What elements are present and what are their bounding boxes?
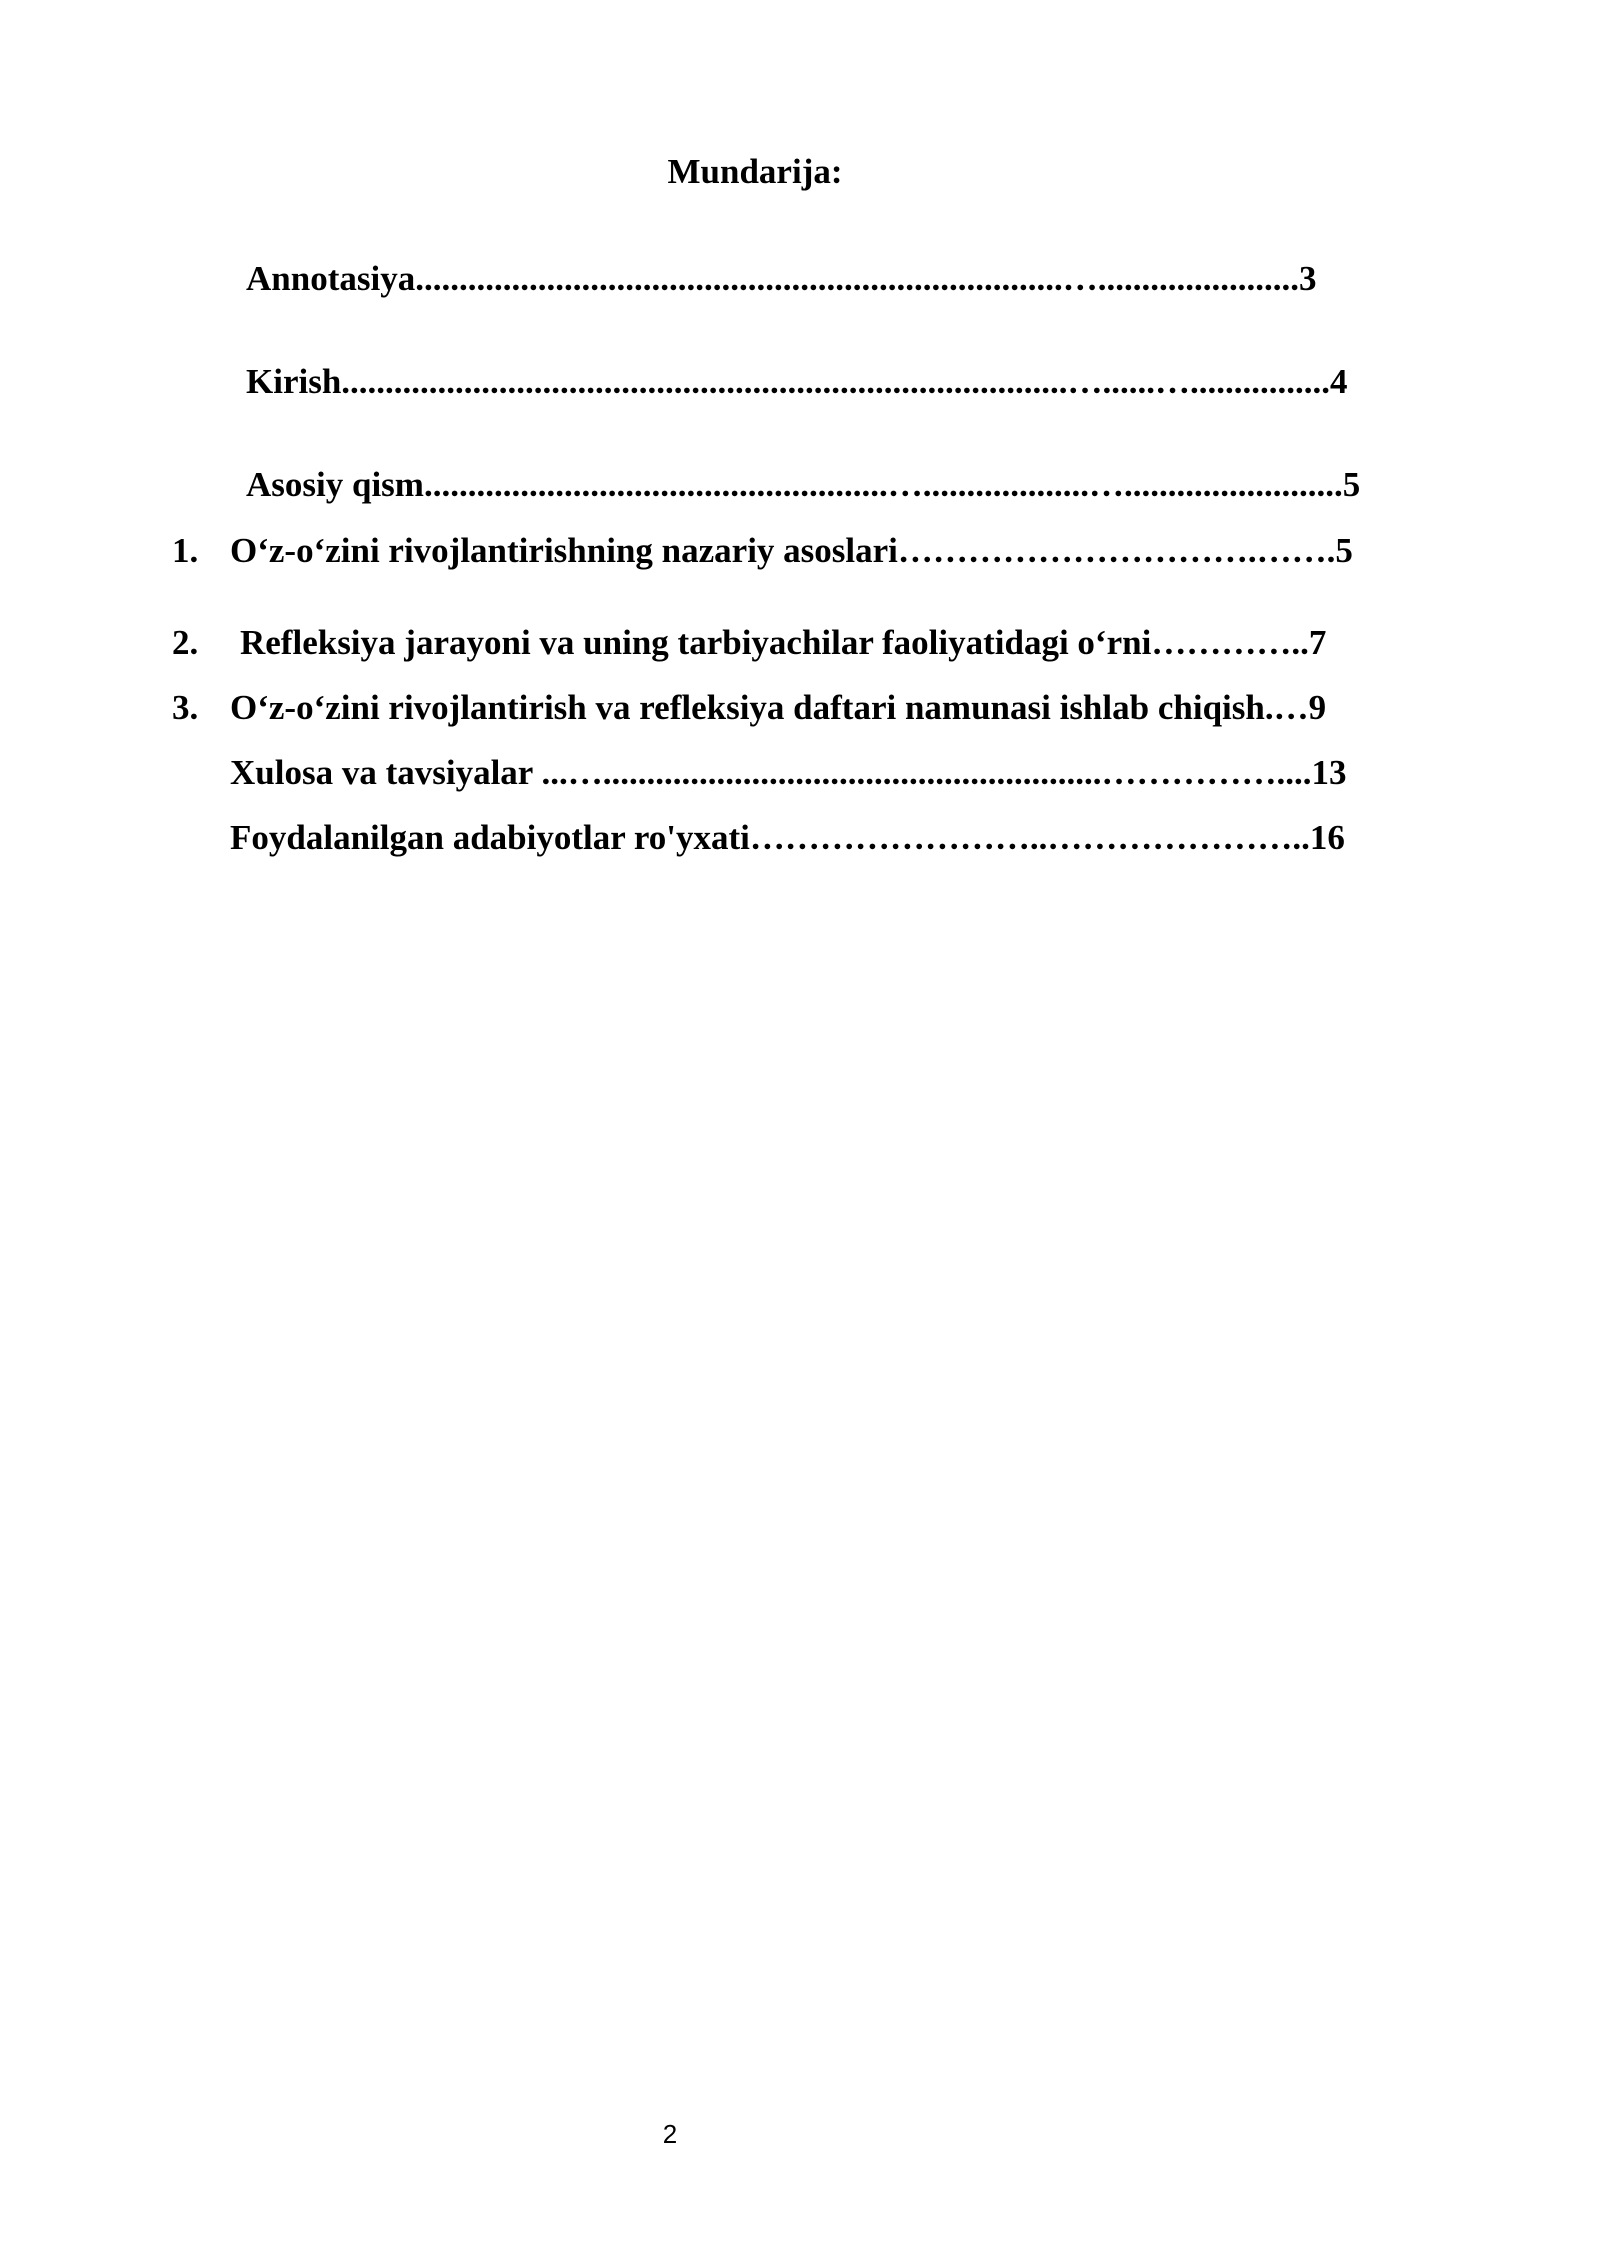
toc-entry-nazariy-asoslar: O‘z-o‘zini rivojlantirishning nazariy asoslari………………………….…….5 — [230, 531, 1353, 570]
page-number: 2 — [662, 2119, 678, 2149]
toc-title: Mundarija: — [667, 152, 843, 191]
toc-entry-annotasiya: Annotasiya..........................................................................….......................3 — [246, 259, 1317, 298]
toc-entry-refleksiya-daftari: O‘z-o‘zini rivojlantirish va refleksiya daftari namunasi ishlab chiqish.…9 — [230, 688, 1327, 727]
toc-entry-kirish: Kirish...................................................................................…......…................4 — [246, 362, 1348, 401]
toc-entry-refleksiya-jarayoni: Refleksiya jarayoni va uning tarbiyachilar faoliyatidagi o‘rni…………..7 — [240, 623, 1327, 662]
toc-entry-number-3: 3. — [172, 688, 199, 727]
toc-entry-adabiyotlar: Foydalanilgan adabiyotlar ro'yxati……………………..…………………..16 — [230, 818, 1345, 857]
toc-entry-asosiy-qism: Asosiy qism.....................................................…...................….........................5 — [246, 465, 1361, 504]
toc-entry-xulosa: Xulosa va tavsiyalar ...….........................................................……………....13 — [230, 753, 1347, 792]
toc-entry-number-2: 2. — [172, 623, 199, 662]
toc-entry-number-1: 1. — [172, 531, 199, 570]
